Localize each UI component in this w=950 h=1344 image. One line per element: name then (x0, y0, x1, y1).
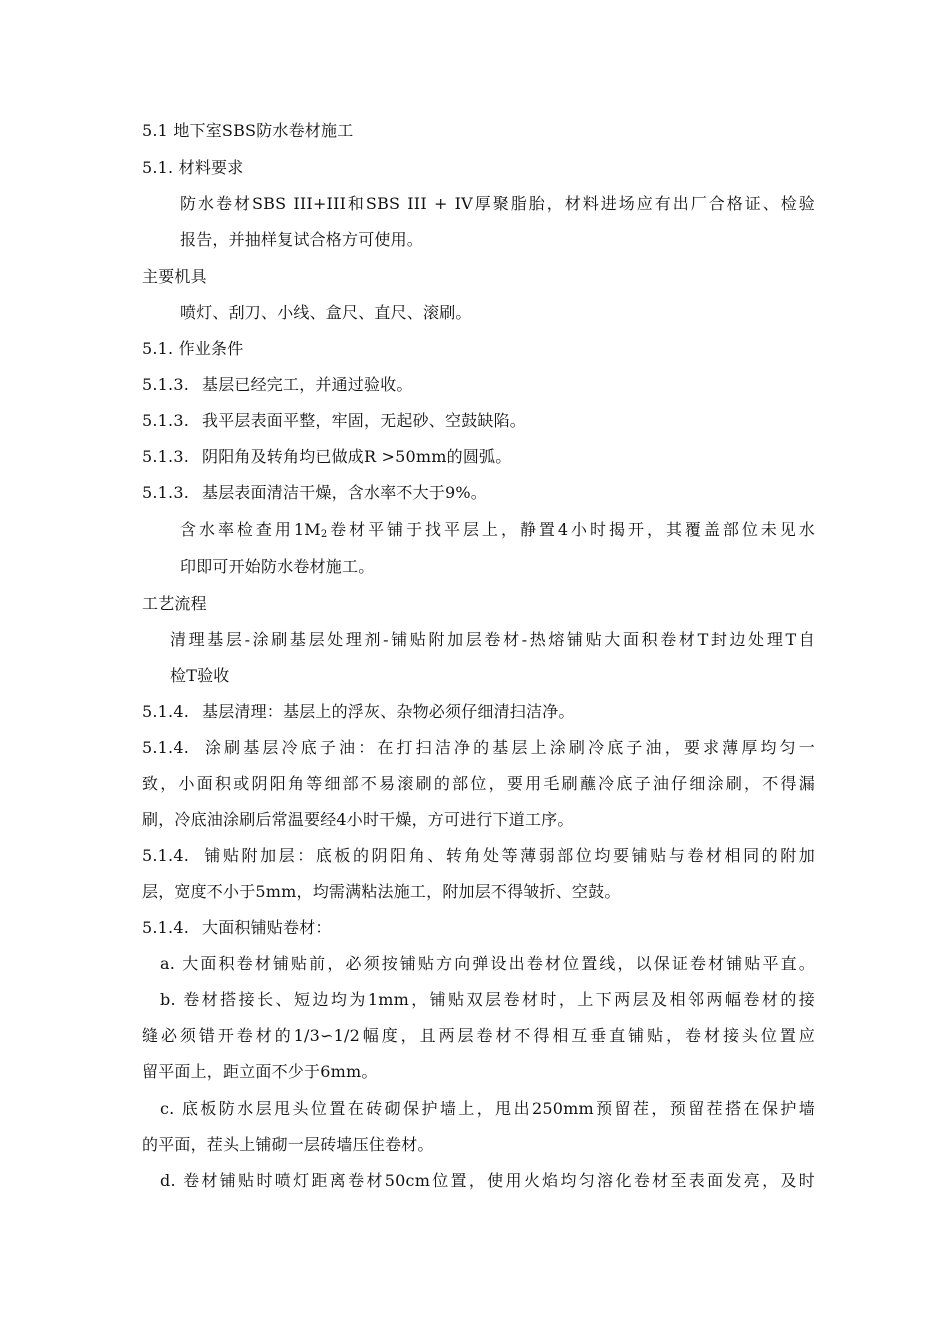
item-number: 5.1.3. (142, 375, 189, 394)
numbered-item (142, 446, 511, 468)
item-number: 5.1.4. (142, 918, 189, 937)
paragraph-line: 刷，冷底油涂刷后常温要经4小时干燥，方可进行下道工序。 (142, 810, 574, 829)
item-number: 5.1.3. (142, 483, 189, 502)
item-text: 阴阳角及转角均已做成R >50mm的圆弧。 (202, 447, 512, 466)
paragraph-line: 防水卷材SBS III+III和SBS III + IV厚聚脂胎，材料进场应有出厂合格证、检验 (180, 194, 815, 213)
list-item: d. 卷材铺贴时喷灯距离卷材50cm位置，使用火焰均匀溶化卷材至表面发亮，及时 (160, 1171, 815, 1190)
numbered-item (142, 374, 413, 396)
paragraph-line: 的平面，茬头上铺砌一层砖墙压住卷材。 (142, 1135, 434, 1154)
list-item: b. 卷材搭接长、短边均为1mm，铺贴双层卷材时，上下两层及相邻两幅卷材的接 (160, 990, 815, 1009)
paragraph-line: 层，宽度不小于5mm，均需满粘法施工，附加层不得皱折、空鼓。 (142, 882, 621, 901)
section-heading: 5.1 地下室SBS防水卷材施工 (142, 121, 354, 140)
text-segment: 卷材平铺于找平层上，静置4小时揭开，其覆盖部位未见水 (327, 520, 815, 539)
paragraph-line: 报告，并抽样复试合格方可使用。 (180, 230, 424, 249)
item-number: 5.1.4. (142, 702, 189, 721)
item-text: 基层清理：基层上的浮灰、杂物必须仔细清扫洁净。 (202, 702, 575, 721)
numbered-item (142, 701, 575, 723)
paragraph-line (180, 519, 815, 546)
paragraph-line: 检T验收 (170, 666, 230, 685)
paragraph-line: 缝必须错开卷材的1/3∽1/2幅度，且两层卷材不得相互垂直铺贴，卷材接头位置应 (142, 1026, 815, 1045)
subsection-heading: 5.1. 作业条件 (142, 339, 244, 358)
numbered-item (142, 845, 815, 867)
item-text: 基层已经完工，并通过验收。 (202, 375, 413, 394)
list-item: c. 底板防水层甩头位置在砖砌保护墙上，甩出250mm预留茬，预留茬搭在保护墙 (160, 1099, 815, 1118)
item-number: 5.1.4. (142, 846, 189, 865)
item-text: 我平层表面平整，牢固，无起砂、空鼓缺陷。 (202, 411, 527, 430)
list-item: a. 大面积卷材铺贴前，必须按铺贴方向弹设出卷材位置线，以保证卷材铺贴平直。 (160, 954, 815, 973)
text-segment: 含水率检查用1M (180, 520, 321, 539)
item-text: 涂刷基层冷底子油：在打扫洁净的基层上涂刷冷底子油，要求薄厚均匀一 (202, 738, 815, 757)
subscript: 2 (320, 529, 328, 540)
numbered-item (142, 917, 332, 939)
subsection-heading: 5.1. 材料要求 (142, 158, 244, 177)
numbered-item (142, 482, 487, 504)
numbered-item (142, 737, 815, 759)
numbered-item (142, 410, 526, 432)
paragraph-line: 清理基层-涂刷基层处理剂-铺贴附加层卷材-热熔铺贴大面积卷材T封边处理T自 (170, 630, 815, 649)
item-number: 5.1.3. (142, 411, 189, 430)
paragraph-line: 喷灯、刮刀、小线、盒尺、直尺、滚刷。 (180, 303, 472, 322)
item-text: 基层表面清洁干燥，含水率不大于9%。 (202, 483, 487, 502)
subsection-heading: 工艺流程 (142, 594, 207, 613)
paragraph-line: 留平面上，距立面不少于6mm。 (142, 1062, 378, 1081)
paragraph-line: 致，小面积或阴阳角等细部不易滚刷的部位，要用毛刷蘸冷底子油仔细涂刷，不得漏 (142, 774, 815, 793)
item-text: 铺贴附加层：底板的阴阳角、转角处等薄弱部位均要铺贴与卷材相同的附加 (202, 846, 815, 865)
item-number: 5.1.4. (142, 738, 189, 757)
item-text: 大面积铺贴卷材： (202, 918, 332, 937)
paragraph-line: 印即可开始防水卷材施工。 (180, 557, 375, 576)
item-number: 5.1.3. (142, 447, 189, 466)
subsection-heading: 主要机具 (142, 267, 207, 286)
